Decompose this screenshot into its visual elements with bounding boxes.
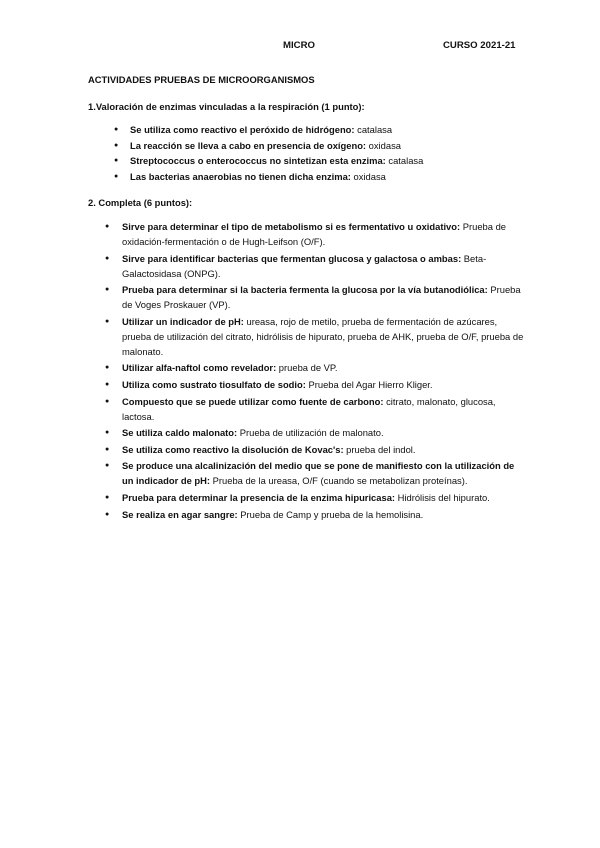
- section2-list: [105, 219, 525, 523]
- bullet-icon: ●: [114, 157, 119, 164]
- section1-title: 1.Valoración de enzimas vinculadas a la respiración (1 punto):: [88, 101, 365, 112]
- header-subject: MICRO: [283, 40, 315, 51]
- question-text: Streptococcus o enterococcus no sintetizan esta enzima:: [130, 155, 386, 166]
- question-text: Se realiza en agar sangre:: [122, 508, 238, 520]
- answer-text: Prueba de Camp y prueba de la hemolisina.: [237, 508, 424, 520]
- question-text: Las bacterias anaerobias no tienen dicha enzima:: [130, 170, 351, 182]
- bullet-icon: ●: [105, 493, 110, 501]
- question-text: Utilizar un indicador de pH:: [122, 315, 244, 327]
- list-item: [105, 314, 525, 359]
- answer-text: Hidrólisis del hipurato.: [395, 491, 490, 503]
- bullet-icon: ●: [105, 462, 110, 470]
- list-item: [114, 153, 534, 169]
- question-text: Utiliza como sustrato tiosulfato de sodio:: [122, 378, 306, 390]
- answer-text: Prueba de la ureasa, O/F (cuando se metabolizan proteínas).: [210, 475, 468, 487]
- list-item: [105, 282, 525, 312]
- question-text: Prueba para determinar si la bacteria fermenta la glucosa por la vía butanodiólica:: [122, 284, 488, 296]
- list-item: [105, 394, 525, 424]
- answer-text: catalasa: [354, 124, 393, 135]
- question-text: Se produce una alcalinización del medio que se pone de manifiesto con la utilización de un indicador de pH:: [122, 460, 515, 487]
- bullet-icon: ●: [105, 286, 110, 294]
- question-text: Se utiliza como reactivo la disolución de Kovac's:: [122, 443, 344, 455]
- bullet-icon: ●: [105, 364, 110, 372]
- answer-text: catalasa: [385, 155, 424, 166]
- bullet-icon: ●: [105, 380, 110, 388]
- section2-title: 2. Completa (6 puntos):: [88, 197, 193, 208]
- answer-text: Prueba de oxidación-fermentación o de Hugh-Leifson (O/F).: [122, 221, 506, 247]
- answer-text: prueba de VP.: [276, 362, 338, 374]
- question-text: La reacción se lleva a cabo en presencia de oxígeno:: [130, 139, 367, 151]
- bullet-icon: ●: [114, 126, 119, 133]
- bullet-icon: ●: [105, 510, 110, 518]
- list-item: [105, 507, 525, 522]
- bullet-icon: ●: [105, 317, 110, 325]
- answer-text: oxidasa: [366, 139, 401, 151]
- answer-text: citrato, malonato, glucosa, lactosa.: [122, 395, 496, 422]
- answer-text: Prueba del Agar Hierro Kliger.: [305, 378, 433, 390]
- answer-text: Beta-Galactosidasa (ONPG).: [122, 252, 487, 279]
- list-item: [105, 360, 525, 375]
- question-text: Utilizar alfa-naftol como revelador:: [122, 362, 277, 374]
- list-item: [105, 458, 525, 488]
- list-item: [114, 169, 534, 185]
- answer-text: oxidasa: [350, 170, 386, 182]
- list-item: [114, 138, 534, 154]
- list-item: [105, 219, 525, 249]
- bullet-icon: ●: [105, 429, 110, 437]
- list-item: [105, 251, 525, 281]
- answer-text: ureasa, rojo de metilo, prueba de fermentación de azúcares, prueba de utilización del citrato, hidrólisis de hipurato, prueba de AHK, prueba de O/F, prueba de malonato.: [122, 315, 524, 357]
- bullet-icon: ●: [114, 172, 119, 180]
- bullet-icon: ●: [105, 223, 110, 230]
- document-title: ACTIVIDADES PRUEBAS DE MICROORGANISMOS: [88, 74, 315, 85]
- question-text: Sirve para identificar bacterias que fermentan glucosa y galactosa o ambas:: [122, 252, 462, 264]
- bullet-icon: ●: [114, 141, 119, 149]
- section1-list: [114, 122, 534, 184]
- header-course: CURSO 2021-21: [443, 40, 516, 51]
- bullet-icon: ●: [105, 397, 110, 405]
- question-text: Se utiliza caldo malonato:: [122, 427, 238, 439]
- question-text: Compuesto que se puede utilizar como fuente de carbono:: [122, 395, 384, 407]
- list-item: [105, 442, 525, 457]
- question-text: Sirve para determinar el tipo de metabolismo si es fermentativo u oxidativo:: [122, 221, 461, 232]
- list-item: [105, 425, 525, 440]
- list-item: [114, 122, 534, 138]
- answer-text: prueba del indol.: [343, 443, 416, 455]
- question-text: Prueba para determinar la presencia de la enzima hipuricasa:: [122, 491, 396, 503]
- answer-text: Prueba de Voges Proskauer (VP).: [122, 284, 521, 311]
- bullet-icon: ●: [105, 254, 110, 262]
- bullet-icon: ●: [105, 445, 110, 453]
- answer-text: Prueba de utilización de malonato.: [237, 427, 384, 439]
- list-item: [105, 377, 525, 392]
- list-item: [105, 490, 525, 505]
- question-text: Se utiliza como reactivo el peróxido de hidrógeno:: [130, 124, 355, 135]
